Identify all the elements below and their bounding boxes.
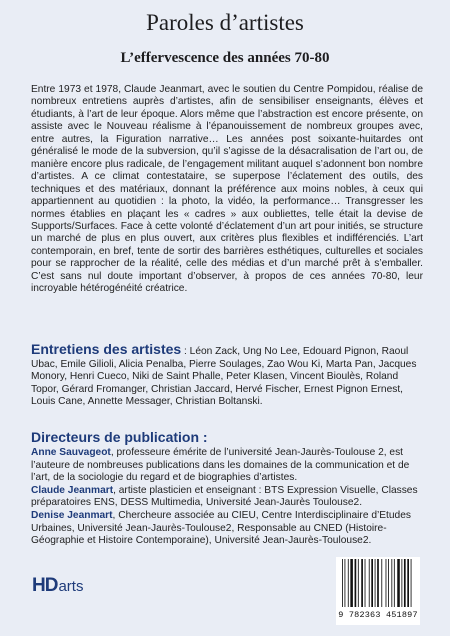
barcode-bar: [381, 559, 382, 607]
editor-bio: , professeure émérite de l’université Jean-Jaurès-Toulouse 2, est l’auteure de nombreuses publications dans les domaines de la communication et de l’art, de la sociologie du regard et de biographies d’artistes.: [31, 447, 410, 484]
interviews-section: [31, 343, 423, 409]
barcode-bar: [404, 559, 406, 607]
barcode-bar: [342, 559, 343, 607]
page-subtitle: L’effervescence des années 70-80: [120, 50, 330, 66]
barcode-bar: [394, 559, 395, 607]
barcode-bar: [358, 559, 359, 607]
barcode-bar: [371, 559, 373, 607]
editors-section: [31, 429, 423, 548]
interviews-heading: Entretiens des artistes: [31, 341, 182, 357]
logo-hd: HD: [32, 575, 58, 596]
interviews-artist-list: : Léon Zack, Ung No Lee, Edouard Pignon, Raoul Ubac, Emile Gilioli, Alicia Penalba, Pierre Soulages, Zao Wou Ki, Marta Pan, Jacques Monory, Henri Cueco, Niki de Saint Phalle, Peter Klasen, Vincent Bioulès, Roland Topor, Gérard Fromanger, Christian Jaccard, Hervé Fischer, Ernest Pignon Ernest, Louis Cane, Annette Messager, Christian Boltanski.: [31, 346, 417, 408]
barcode-bar: [361, 559, 363, 607]
editor-entry: [31, 447, 423, 485]
page-title: Paroles d’artistes: [146, 10, 304, 35]
barcode-bar: [365, 559, 366, 607]
editor-name: Anne Sauvageot: [31, 447, 111, 458]
publisher-logo: [32, 575, 83, 597]
barcode-bar: [377, 559, 379, 607]
editors-heading: Directeurs de publication :: [31, 429, 208, 445]
barcode-bar: [355, 559, 357, 607]
summary-text: [31, 84, 423, 296]
barcode-bar: [401, 559, 402, 607]
isbn-barcode: [336, 557, 420, 625]
barcode-bar: [369, 559, 370, 607]
barcode-bar: [375, 559, 376, 607]
barcode-bar: [407, 559, 409, 607]
barcode-bar: [345, 559, 346, 607]
editor-name: Claude Jeanmart: [31, 484, 114, 496]
editor-name: Denise Jeanmart: [31, 509, 113, 521]
editor-entry: [31, 485, 423, 510]
logo-arts: arts: [58, 578, 84, 595]
barcode-bar: [350, 559, 353, 607]
barcode-bar: [386, 559, 387, 607]
editor-bio: , Chercheure associée au CIEU, Centre Interdisciplinaire d’Etudes Urbaines, Université Jean-Jaurès-Toulouse2, Responsable au CNED (Histoire-Géographie et Histoire Contemporaine), Université Jean-Jaurès-Toulouse2.: [31, 509, 411, 547]
barcode-bar: [411, 559, 412, 607]
barcode-icon: [340, 559, 416, 609]
editor-entry: [31, 510, 423, 548]
editor-bio: , artiste plasticien et enseignant : BTS Expression Visuelle, Classes préparatoires ENS, DESS Multimedia, Université Jean-Jaurès Toulouse2.: [31, 484, 418, 509]
summary-paragraph: Entre 1973 et 1978, Claude Jeanmart, avec le soutien du Centre Pompidou, réalise de nombreux entretiens auprès d’artistes, afin de sensibiliser enseignants, élèves et étudiants, à l’art de leur époque. Alors même que l’abstraction est encore présente, on assiste avec le Nouveau réalisme à l’épanouissement de nombreux groupes avec, entre autres, la Figuration narrative… Les années post soixante-huitardes ont généralisé le mode de la subversion, qu’il s’agisse de la désacralisation de l’art ou, de manière encore plus radicale, de l’engagement militant auquel s’adonnent bon nombre d’artistes. A ce climat contestataire, se superpose l’éclatement des outils, des techniques et des matériaux, donnant la préférence aux moins nobles, à ceux qui appartiennent au quotidien : la photo, la vidéo, la performance… Transgresser les normes établies en plaçant les « cadres » aux oubliettes, telle était la devise de Supports/Surfaces. Face à cette volonté d’éclatement d’un art pour initiés, se structure un marché de plus en plus ouvert, aux critères plus flexibles et indifférenciés. L’art contemporain, en bref, tente de sortir des barrières esthétiques, culturelles et sociales pour se rapprocher de la réalité, celle des médias et d’un marché prêt à s’emballer. C’est sans nul doute important d’observer, à propos de ces années 70-80, leur incroyable hétérogénéité créatrice.: [31, 84, 423, 295]
barcode-bar: [388, 559, 389, 607]
barcode-bar: [391, 559, 392, 607]
barcode-bar: [397, 559, 400, 607]
isbn-number: 9 782363 451897: [338, 610, 418, 620]
barcode-bar: [348, 559, 349, 607]
